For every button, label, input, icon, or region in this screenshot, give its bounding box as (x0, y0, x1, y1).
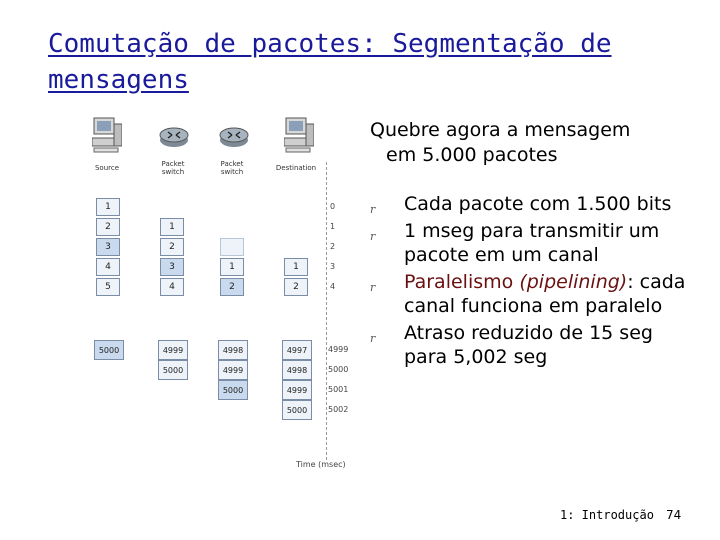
intro-line-1: Quebre agora a mensagem (370, 119, 631, 141)
time-tick: 5001 (328, 385, 349, 394)
time-tick: 3 (330, 262, 336, 271)
time-tick: 5000 (328, 365, 349, 374)
slide-title: Comutação de pacotes: Segmentação de mensagens (48, 29, 612, 95)
footer-section-label: 1: Introdução (560, 508, 654, 522)
packet: 4998 (282, 360, 312, 380)
node-label-switch-2 (202, 160, 262, 176)
node-label-line: Packet (161, 160, 185, 168)
packet-switch-icon (219, 126, 249, 148)
packet: 1 (284, 258, 308, 276)
packet: 5000 (158, 360, 188, 380)
bullet-item (370, 321, 690, 369)
bullet-item (370, 270, 690, 318)
bullet-text-part: : cada canal funciona em paralelo (404, 271, 686, 317)
packet-empty (220, 238, 244, 256)
packet: 5000 (94, 340, 124, 360)
bullet-text-italic: (pipelining) (519, 271, 628, 293)
packet: 4 (96, 258, 120, 276)
packet: 1 (160, 218, 184, 236)
bullet-text-emphasis (404, 271, 627, 293)
time-tick: 4999 (328, 345, 349, 354)
node-label-line: Destination (275, 164, 317, 172)
bullet-text-part: Paralelismo (404, 271, 520, 293)
packet: 4997 (282, 340, 312, 360)
source-computer-icon (92, 116, 122, 158)
bullet-text: Cada pacote com 1.500 bits (404, 193, 672, 215)
time-tick: 2 (330, 242, 336, 251)
time-axis-line (326, 162, 327, 460)
bullet-icon: r (370, 230, 376, 243)
bullet-item (370, 192, 690, 216)
time-tick: 1 (330, 222, 336, 231)
packet: 4999 (282, 380, 312, 400)
packet: 3 (160, 258, 184, 276)
packet: 2 (220, 278, 244, 296)
node-label-line: switch (161, 168, 185, 176)
packet-switch-icon (159, 126, 189, 148)
bullet-list (370, 192, 690, 372)
bullet-text: 1 mseg para transmitir um pacote em um canal (404, 220, 660, 266)
destination-computer-icon (284, 116, 314, 158)
node-label-line: Packet (220, 160, 244, 168)
bullet-item (370, 219, 690, 267)
packet: 4 (160, 278, 184, 296)
intro-line-2: em 5.000 pacotes (386, 144, 558, 166)
packet: 2 (96, 218, 120, 236)
bullet-text: Atraso reduzido de 15 seg para 5,002 seg (404, 322, 653, 368)
packet: 2 (284, 278, 308, 296)
bullet-icon: r (370, 281, 376, 294)
packet: 5000 (218, 380, 248, 400)
node-label-line: Source (94, 164, 120, 172)
bullet-icon: r (370, 332, 376, 345)
page-number: 74 (666, 508, 682, 522)
packet: 1 (96, 198, 120, 216)
time-tick: 4 (330, 282, 336, 291)
node-label-source (77, 164, 137, 172)
packet: 1 (220, 258, 244, 276)
bullet-icon: r (370, 203, 376, 216)
packet: 3 (96, 238, 120, 256)
packet: 4998 (218, 340, 248, 360)
time-axis-label: Time (msec) (296, 460, 346, 469)
packet: 5000 (282, 400, 312, 420)
node-label-destination (266, 164, 326, 172)
node-label-line: switch (220, 168, 244, 176)
packet-switching-diagram (86, 112, 358, 484)
node-label-switch-1 (143, 160, 203, 176)
packet: 2 (160, 238, 184, 256)
intro-text (370, 118, 700, 168)
packet: 4999 (158, 340, 188, 360)
time-tick: 5002 (328, 405, 349, 414)
packet: 4999 (218, 360, 248, 380)
packet: 5 (96, 278, 120, 296)
time-tick: 0 (330, 202, 336, 211)
